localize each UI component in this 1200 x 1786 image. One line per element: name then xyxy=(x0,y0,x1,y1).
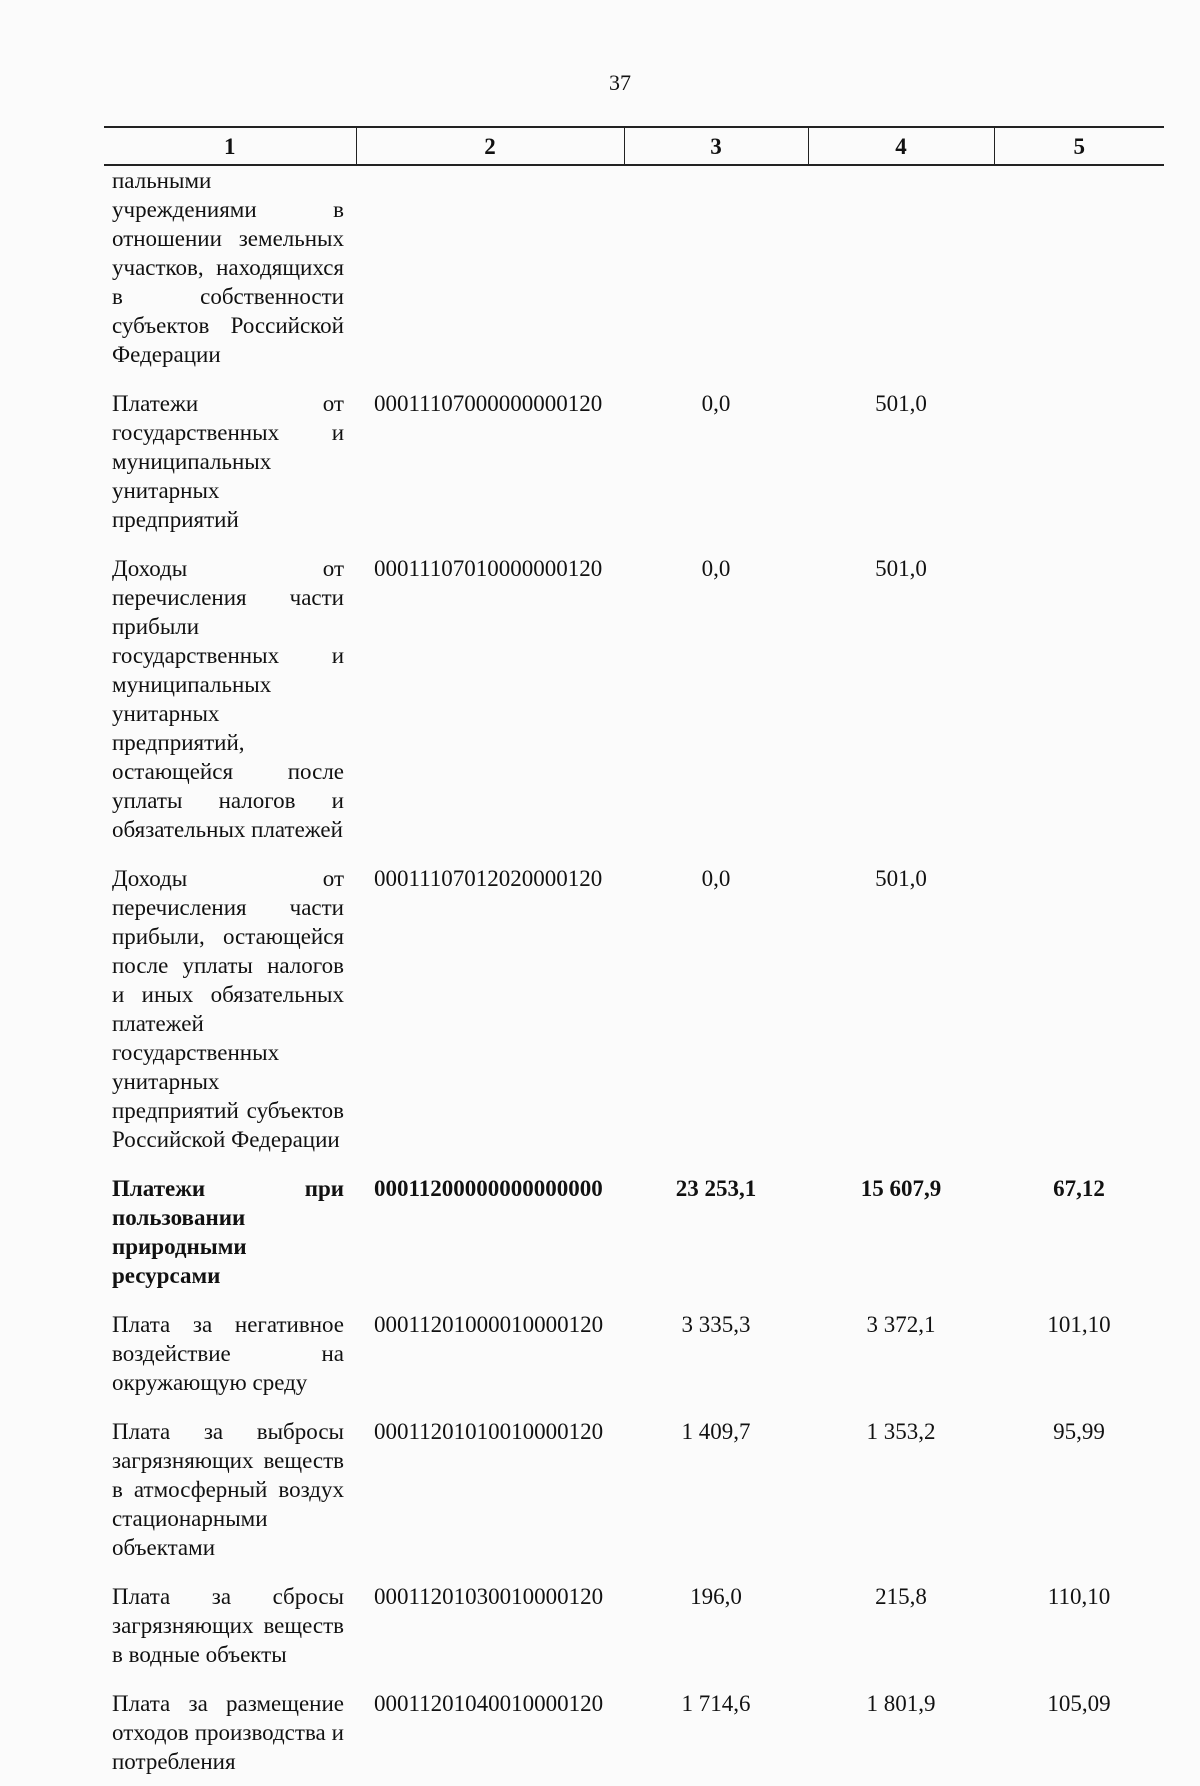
row-value-col3: 3 335,3 xyxy=(681,1312,751,1337)
row-value-col4: 1 801,9 xyxy=(866,1691,936,1716)
row-value-col5 xyxy=(994,544,1164,854)
row-name: Платежи от государственных и муниципальных унитарных предприятий xyxy=(112,391,344,532)
column-header-3: 3 xyxy=(624,127,808,165)
row-value-col4 xyxy=(808,165,994,379)
page-number: 37 xyxy=(609,70,631,95)
row-name: Доходы от перечисления части прибыли государственных и муниципальных унитарных предприятий, остающейся после уплаты налогов и обязательных платежей xyxy=(112,556,344,842)
row-value-col4: 501,0 xyxy=(875,556,927,581)
table-row xyxy=(104,379,1164,544)
row-value-col3: 1 409,7 xyxy=(681,1419,751,1444)
row-value-col3: 1 714,6 xyxy=(681,1691,751,1716)
row-code: 00011107000000000120 xyxy=(374,391,603,416)
budget-table xyxy=(104,126,1164,1786)
column-header-4: 4 xyxy=(808,127,994,165)
row-value-col4: 501,0 xyxy=(875,866,927,891)
row-name: Плата за выбросы загрязняющих веществ в атмосферный воздух стационарными объектами xyxy=(112,1419,344,1560)
row-value-col4: 501,0 xyxy=(875,391,927,416)
row-value-col4: 15 607,9 xyxy=(860,1176,942,1201)
table-row xyxy=(104,1300,1164,1407)
column-header-5: 5 xyxy=(994,127,1164,165)
column-header-2: 2 xyxy=(356,127,624,165)
column-header-1: 1 xyxy=(104,127,356,165)
table-row-section-total xyxy=(104,1164,1164,1300)
row-value-col3: 0,0 xyxy=(701,866,731,891)
table-header-row xyxy=(104,127,1164,165)
row-value-col5 xyxy=(994,165,1164,379)
row-name: Плата за размещение отходов производства и потребления xyxy=(112,1691,344,1774)
row-code: 00011107010000000120 xyxy=(374,556,603,581)
row-value-col4: 215,8 xyxy=(875,1584,927,1609)
table-row xyxy=(104,544,1164,854)
row-value-col5: 67,12 xyxy=(1053,1176,1105,1201)
row-value-col5: 95,99 xyxy=(1053,1419,1105,1444)
table-row xyxy=(104,854,1164,1164)
row-value-col3: 0,0 xyxy=(701,391,731,416)
row-value-col4: 3 372,1 xyxy=(866,1312,936,1337)
row-value-col3: 196,0 xyxy=(690,1584,742,1609)
table-row xyxy=(104,1572,1164,1679)
row-value-col5: 101,10 xyxy=(1047,1312,1111,1337)
row-value-col5 xyxy=(994,379,1164,544)
row-name: Доходы от перечисления части прибыли, остающейся после уплаты налогов и иных обязательных платежей государственных унитарных предприятий субъектов Российской Федерации xyxy=(112,866,344,1152)
row-value-col3: 0,0 xyxy=(701,556,731,581)
row-value-col5: 110,10 xyxy=(1047,1584,1111,1609)
row-value-col3 xyxy=(624,165,808,379)
table-row xyxy=(104,165,1164,379)
row-code: 00011107012020000120 xyxy=(374,866,603,891)
row-code: 00011201040010000120 xyxy=(374,1691,604,1716)
row-value-col4: 1 353,2 xyxy=(866,1419,936,1444)
row-code xyxy=(356,165,624,379)
row-code: 00011201000010000120 xyxy=(374,1312,604,1337)
row-name: Плата за сбросы загрязняющих веществ в водные объекты xyxy=(112,1584,344,1667)
row-value-col3: 23 253,1 xyxy=(675,1176,757,1201)
row-value-col5 xyxy=(994,854,1164,1164)
row-code: 00011201010010000120 xyxy=(374,1419,604,1444)
table-row xyxy=(104,1679,1164,1786)
row-name: Плата за негативное воздействие на окружающую среду xyxy=(112,1312,344,1395)
row-code: 00011201030010000120 xyxy=(374,1584,604,1609)
row-code: 00011200000000000000 xyxy=(374,1176,603,1201)
table-row xyxy=(104,1407,1164,1572)
row-value-col5: 105,09 xyxy=(1047,1691,1111,1716)
row-name: Платежи при пользовании природными ресурсами xyxy=(112,1176,344,1288)
row-name: пальными учреждениями в отношении земельных участков, находящихся в собственности субъектов Российской Федерации xyxy=(112,168,344,367)
